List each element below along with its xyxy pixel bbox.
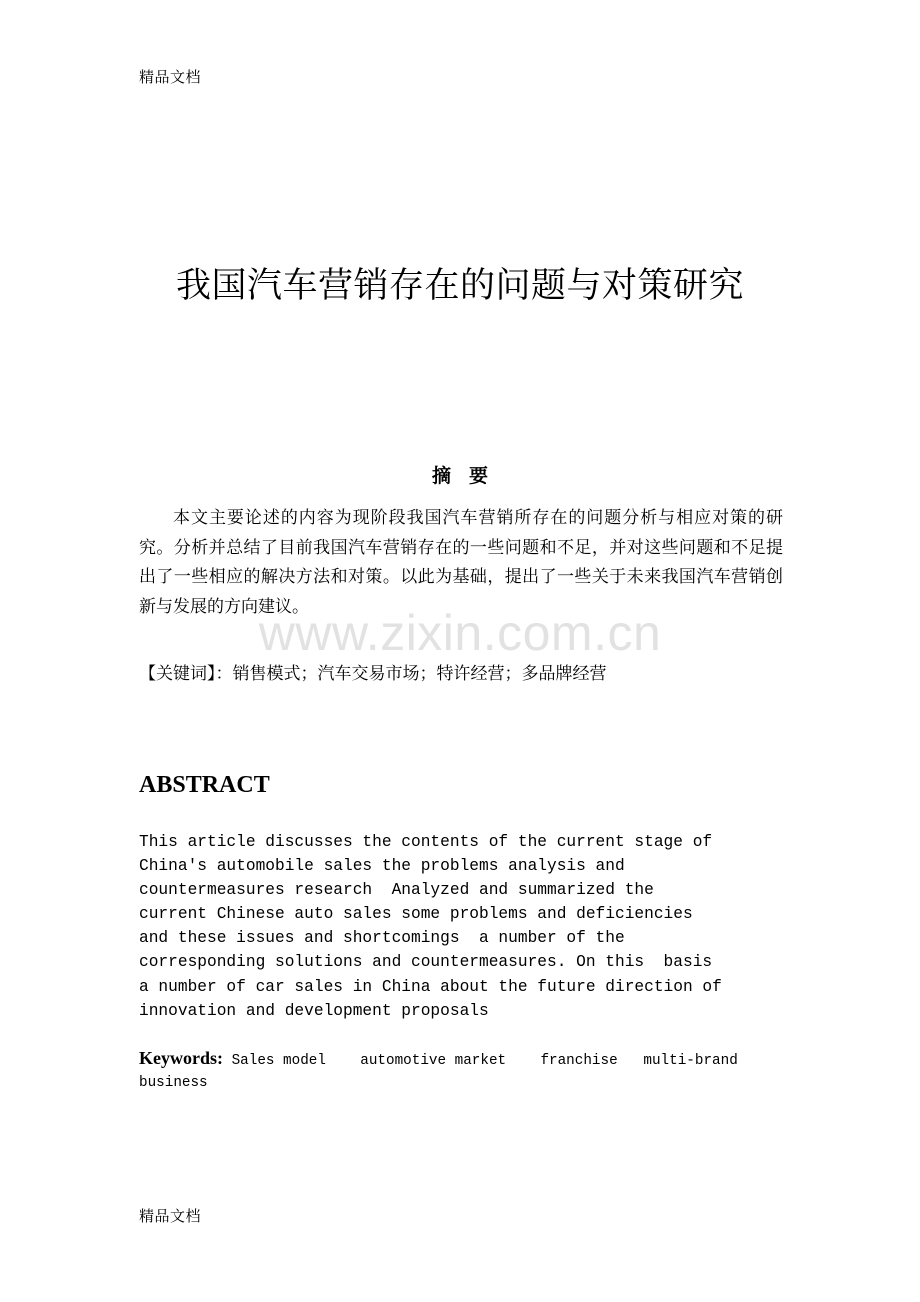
keywords-label-chinese: 【关键词】： (139, 664, 233, 684)
abstract-heading-chinese: 摘要 (431, 465, 506, 487)
keywords-list-chinese: 销售模式；汽车交易市场；特许经营；多品牌经营 (232, 664, 607, 684)
document-title: 我国汽车营销存在的问题与对策研究 (175, 266, 744, 306)
keywords-label-english: Keywords: (139, 1048, 223, 1068)
keywords-list-english: Sales model automotive market franchise multi-brand business (139, 1053, 738, 1091)
watermark: www.zixin.com.cn (258, 605, 662, 661)
page-footer-mark: 精品文档 (139, 1207, 202, 1225)
page-header-mark: 精品文档 (139, 68, 202, 86)
abstract-body-chinese: 本文主要论述的内容为现阶段我国汽车营销所存在的问题分析与相应对策的研究。分析并总结了目前我国汽车营销存在的一些问题和不足，并对这些问题和不足提出了一些相应的解决方法和对策。以此为基础，提出了一些关于未来我国汽车营销创新与发展的方向建议。 (139, 508, 783, 617)
keywords-chinese (139, 659, 789, 684)
keywords-english (139, 1047, 787, 1094)
abstract-heading-english: ABSTRACT (139, 772, 270, 798)
abstract-body-english: This article discusses the contents of the current stage of China's automobile sales the problems analysis and countermeasures research Analyzed and summarized the current Chinese auto sales some problems and deficiencies and these issues and shortcomings a number of the corresponding solutions and countermeasures. On this basis a number of car sales in China about the future direction of innovation and development proposals (139, 833, 722, 1020)
